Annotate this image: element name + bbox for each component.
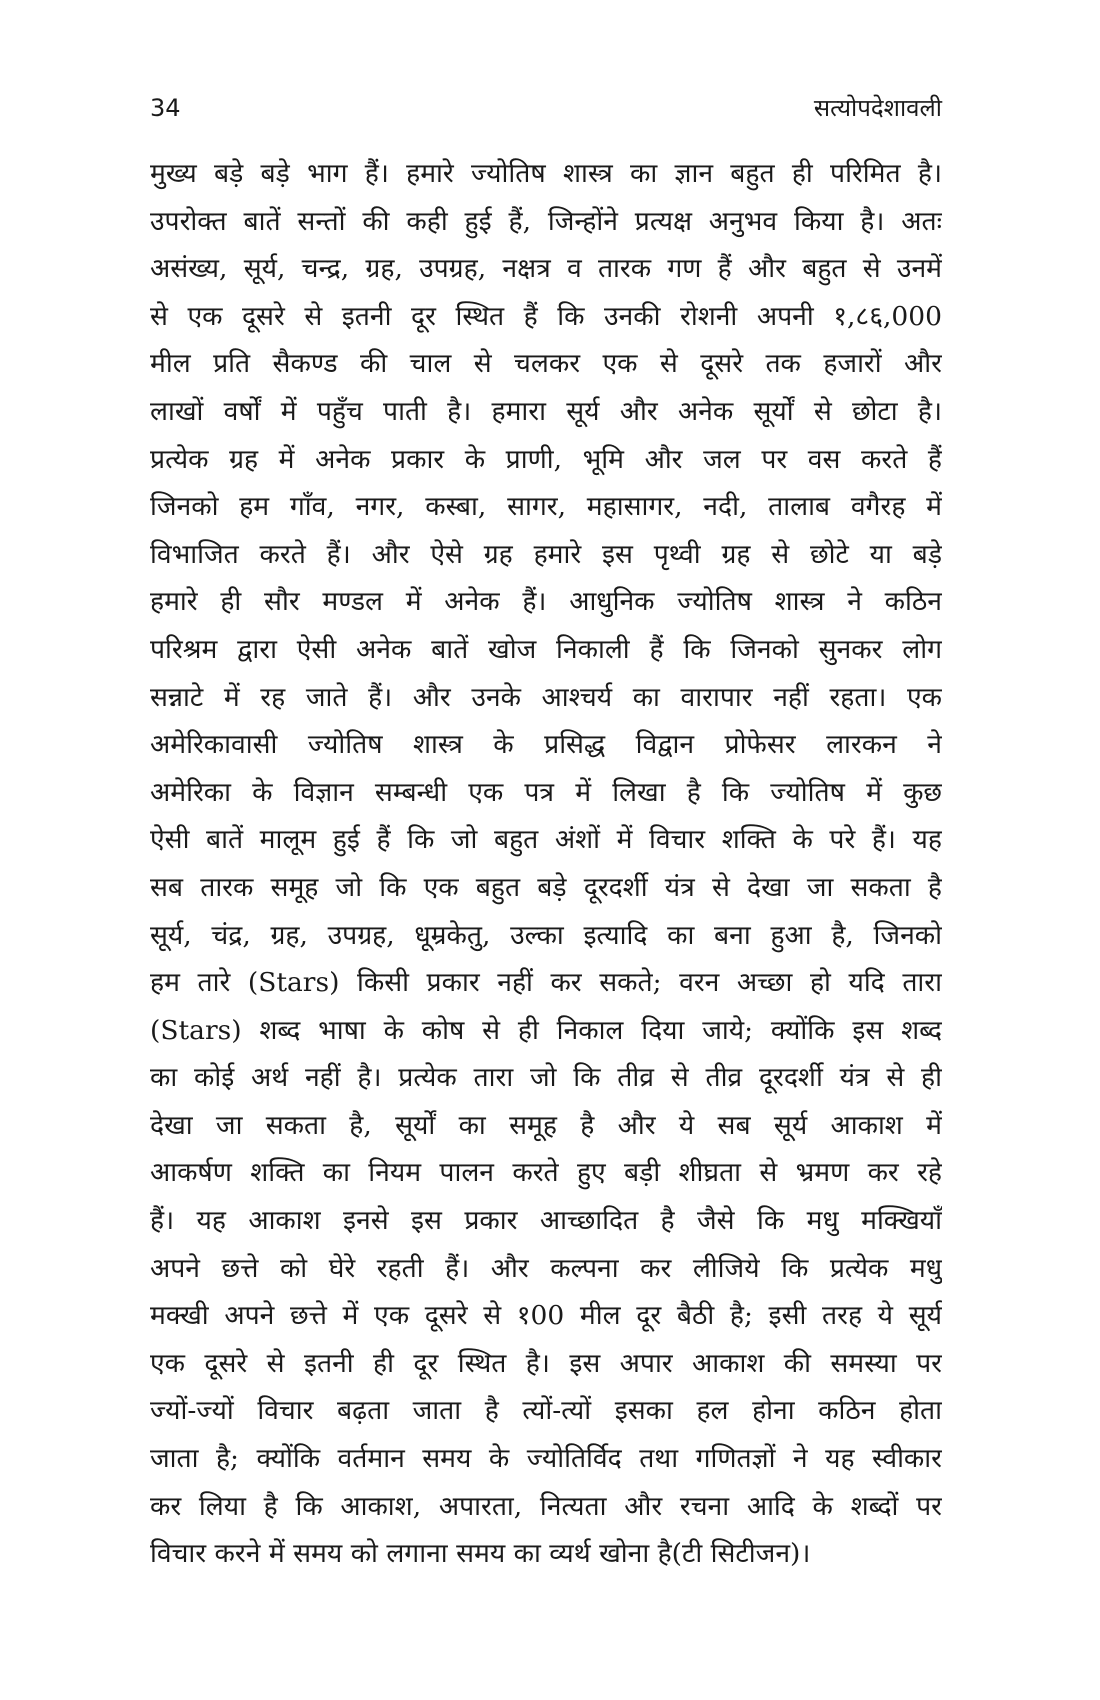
text-line: परिश्रम द्वारा ऐसी अनेक बातें खोज निकाली हैं कि जिनको सुनकर लोग (150, 633, 942, 665)
text-line: सब तारक समूह जो कि एक बहुत बड़े दूरदर्शी यंत्र से देखा जा सकता है (150, 871, 942, 903)
text-line: सन्नाटे में रह जाते हैं। और उनके आश्चर्य का वारापार नहीं रहता। एक (150, 681, 942, 713)
text-line: कर लिया है कि आकाश, अपारता, नित्यता और रचना आदि के शब्दों पर (150, 1490, 942, 1522)
text-line: मील प्रति सैकण्ड की चाल से चलकर एक से दूसरे तक हजारों और (150, 348, 942, 380)
text-line: जिनको हम गाँव, नगर, कस्बा, सागर, महासागर, नदी, तालाब वगैरह में (150, 491, 942, 523)
text-line: का कोई अर्थ नहीं है। प्रत्येक तारा जो कि तीव्र से तीव्र दूरदर्शी यंत्र से ही (150, 1062, 942, 1094)
text-line: (Stars) शब्द भाषा के कोष से ही निकाल दिया जाये; क्योंकि इस शब्द (150, 1014, 942, 1046)
text-line: मक्खी अपने छत्ते में एक दूसरे से १00 मील दूर बैठी है; इसी तरह ये सूर्य (150, 1300, 942, 1332)
text-line: हम तारे (Stars) किसी प्रकार नहीं कर सकते; वरन अच्छा हो यदि तारा (150, 967, 942, 999)
text-line: विभाजित करते हैं। और ऐसे ग्रह हमारे इस पृथ्वी ग्रह से छोटे या बड़े (150, 538, 942, 570)
page-header (150, 92, 942, 132)
text-line: से एक दूसरे से इतनी दूर स्थित हैं कि उनकी रोशनी अपनी १,८६,000 (150, 300, 942, 332)
text-line: ज्यों-ज्यों विचार बढ़ता जाता है त्यों-त्यों इसका हल होना कठिन होता (150, 1395, 942, 1427)
text-line: असंख्य, सूर्य, चन्द्र, ग्रह, उपग्रह, नक्षत्र व तारक गण हैं और बहुत से उनमें (150, 253, 942, 285)
text-line: जाता है; क्योंकि वर्तमान समय के ज्योतिर्विद तथा गणितज्ञों ने यह स्वीकार (150, 1443, 942, 1475)
text-line: लाखों वर्षों में पहुँच पाती है। हमारा सूर्य और अनेक सूर्यों से छोटा है। (150, 395, 942, 427)
text-line: आकर्षण शक्ति का नियम पालन करते हुए बड़ी शीघ्रता से भ्रमण कर रहे (150, 1157, 942, 1189)
text-line: सूर्य, चंद्र, ग्रह, उपग्रह, धूम्रकेतु, उल्का इत्यादि का बना हुआ है, जिनको (150, 919, 942, 951)
text-line: अपने छत्ते को घेरे रहती हैं। और कल्पना कर लीजिये कि प्रत्येक मधु (150, 1252, 942, 1284)
page-number: 34 (150, 94, 181, 122)
text-line: मुख्य बड़े बड़े भाग हैं। हमारे ज्योतिष शास्त्र का ज्ञान बहुत ही परिमित है। (150, 158, 942, 189)
text-line: प्रत्येक ग्रह में अनेक प्रकार के प्राणी, भूमि और जल पर वस करते हैं (150, 443, 942, 475)
text-line: हमारे ही सौर मण्डल में अनेक हैं। आधुनिक ज्योतिष शास्त्र ने कठिन (150, 586, 942, 618)
text-line: विचार करने में समय को लगाना समय का व्यर्थ खोना है(टी सिटीजन)। (150, 1538, 811, 1570)
text-line: देखा जा सकता है, सूर्यों का समूह है और ये सब सूर्य आकाश में (150, 1109, 942, 1141)
text-line: ऐसी बातें मालूम हुई हैं कि जो बहुत अंशों में विचार शक्ति के परे हैं। यह (150, 824, 942, 856)
text-line: हैं। यह आकाश इनसे इस प्रकार आच्छादित है जैसे कि मधु मक्खियाँ (150, 1205, 942, 1237)
text-line: अमेरिका के विज्ञान सम्बन्धी एक पत्र में लिखा है कि ज्योतिष में कुछ (150, 776, 942, 808)
body-text (150, 150, 942, 1578)
text-line: एक दूसरे से इतनी ही दूर स्थित है। इस अपार आकाश की समस्या पर (150, 1347, 942, 1379)
running-title: सत्योपदेशावली (813, 94, 942, 122)
text-line: अमेरिकावासी ज्योतिष शास्त्र के प्रसिद्ध विद्वान प्रोफेसर लारकन ने (150, 729, 942, 761)
text-line: उपरोक्त बातें सन्तों की कही हुई हैं, जिन्होंने प्रत्यक्ष अनुभव किया है। अतः (150, 205, 942, 237)
